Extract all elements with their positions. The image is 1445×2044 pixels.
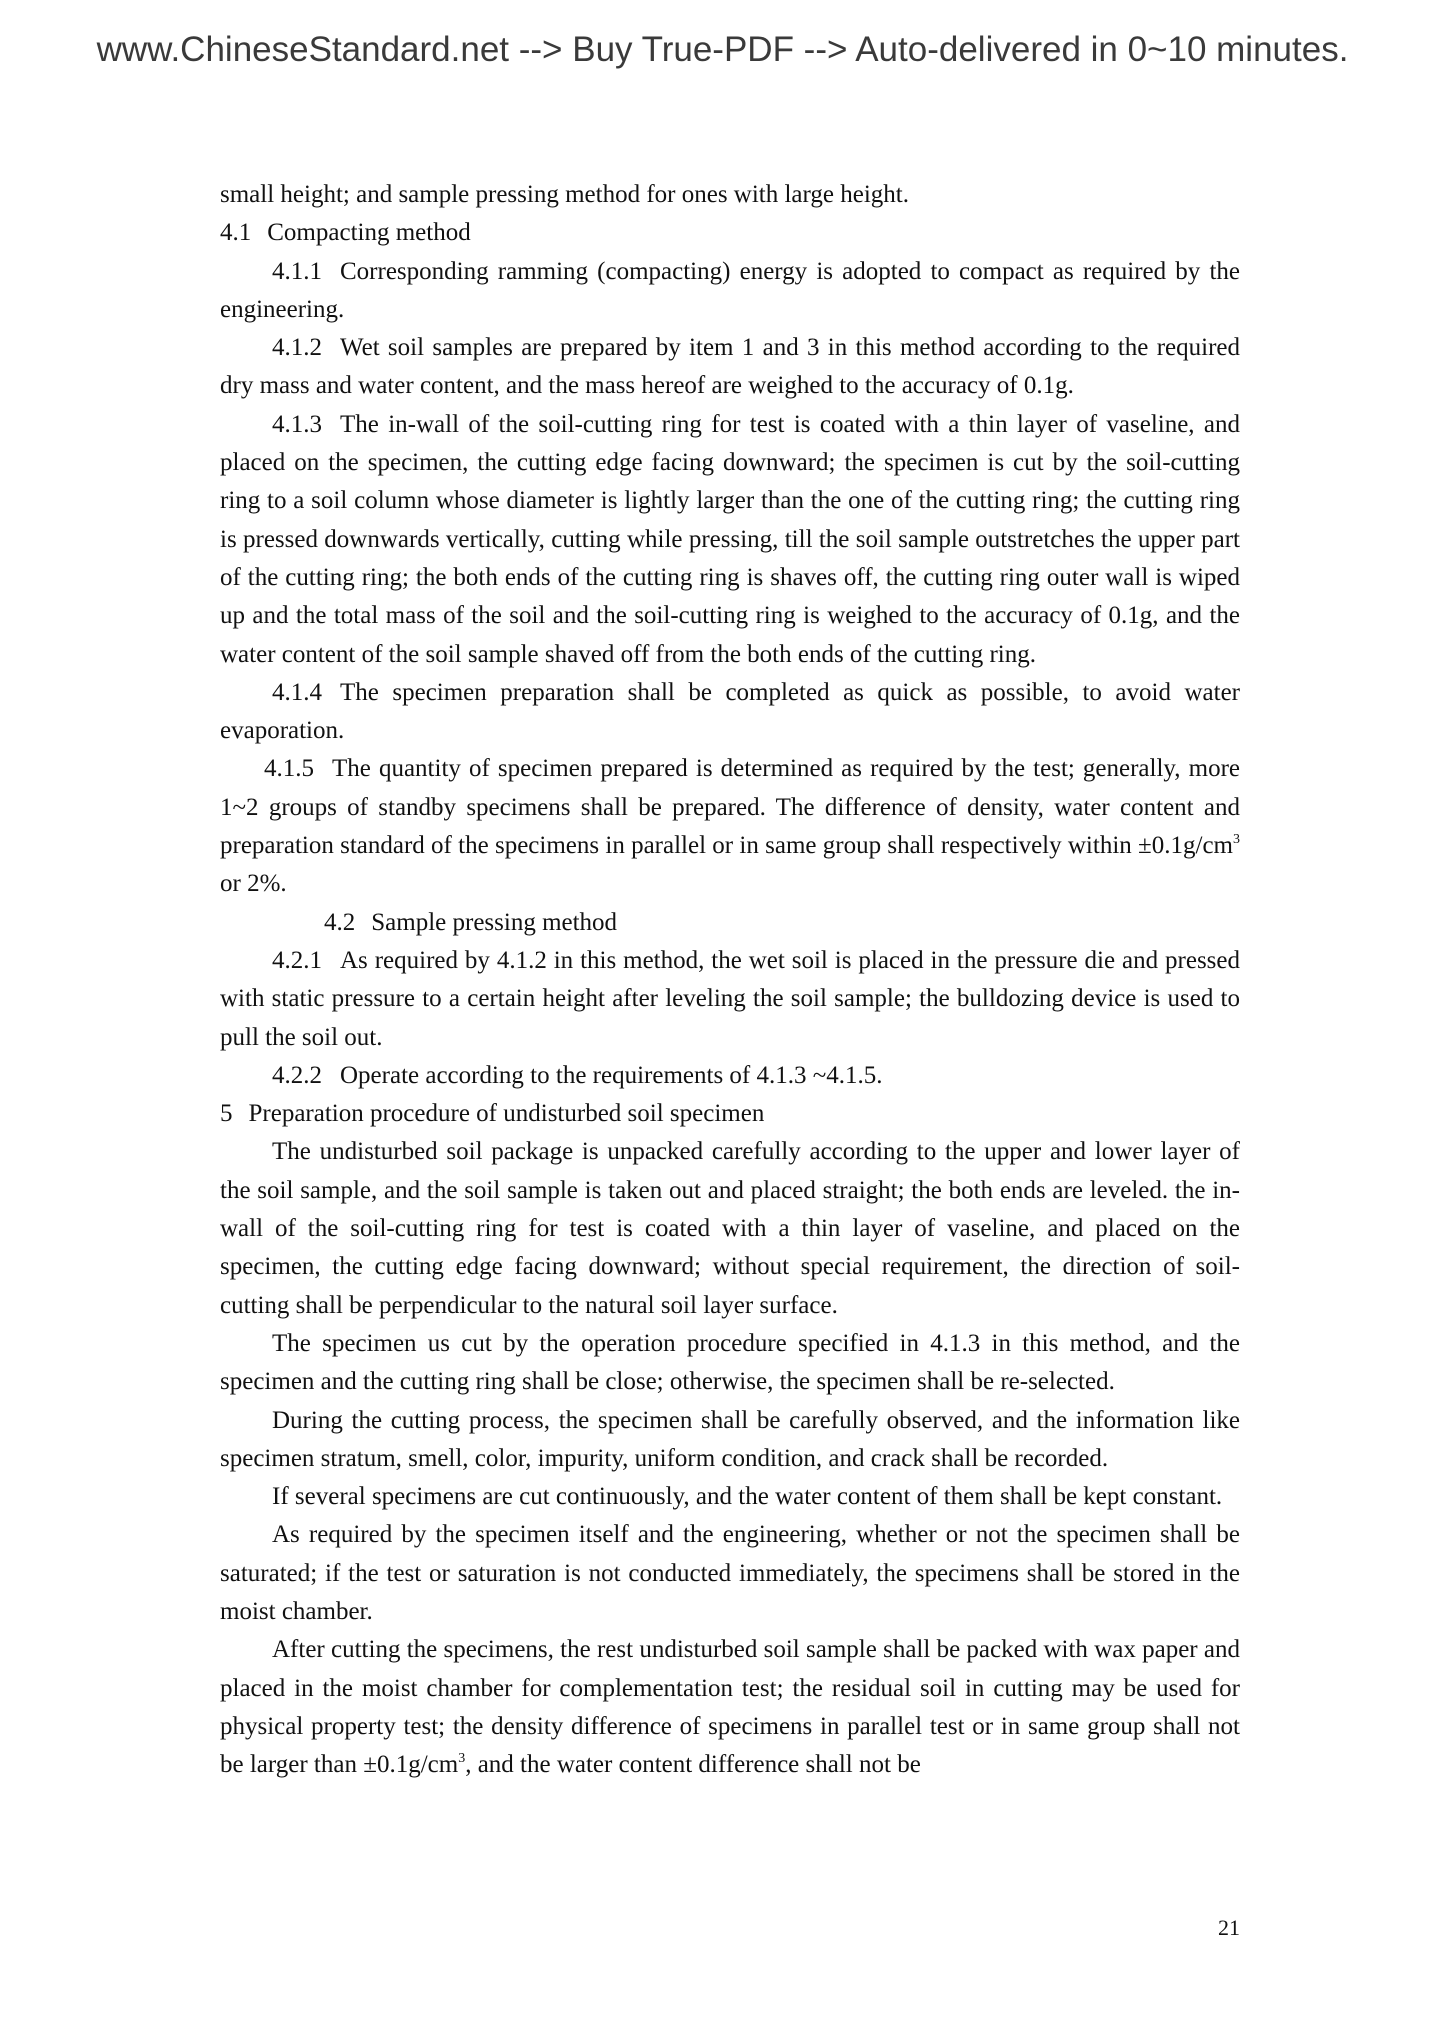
section-title: Sample pressing method [371, 908, 618, 936]
section-5-heading [220, 1095, 1240, 1133]
section-title: Compacting method [267, 219, 471, 247]
clause-number: 4.1.1 [272, 257, 322, 285]
clause-4-1-5 [220, 750, 1240, 903]
clause-4-1-4 [220, 674, 1240, 751]
superscript: 3 [1233, 832, 1240, 848]
clause-text: Operate according to the requirements of 4.1.3 ~4.1.5. [340, 1061, 883, 1089]
clause-text: Corresponding ramming (compacting) energy is adopted to compact as required by the engineering. [220, 257, 1240, 323]
intro-paragraph: small height; and sample pressing method for ones with large height. [220, 181, 909, 208]
clause-4-1-3 [220, 406, 1240, 674]
clause-text: The specimen preparation shall be completed as quick as possible, to avoid water evaporation. [220, 678, 1240, 745]
clause-text: As required by 4.1.2 in this method, the wet soil is placed in the pressure die and pressed with static pressure to a certain height after leveling the soil sample; the bulldozing device is used to pull the soil out. [220, 946, 1240, 1051]
clause-text-tail: or 2%. [220, 870, 287, 898]
section-title: Preparation procedure of undisturbed soil specimen [248, 1100, 765, 1128]
section-number: 4.2 [324, 908, 356, 936]
clause-text: The quantity of specimen prepared is determined as required by the test; generally, more 1~2 groups of standby specimens shall be prepared. The difference of density, water content and preparation standard of the specimens in parallel or in same group shall respectively within ±0.1g/cm [220, 755, 1240, 860]
document-body [220, 176, 1240, 1784]
section-4-2-heading [220, 904, 1240, 942]
section-4-1-heading [220, 214, 1240, 252]
section-number: 4.1 [220, 219, 252, 247]
body-paragraph: During the cutting process, the specimen shall be carefully observed, and the information like specimen stratum, smell, color, impurity, uniform condition, and crack shall be recorded. [220, 1406, 1240, 1472]
clause-4-1-1 [220, 253, 1240, 330]
superscript: 3 [458, 1751, 466, 1767]
body-paragraph: The specimen us cut by the operation procedure specified in 4.1.3 in this method, and the specimen and the cutting ring shall be close; otherwise, the specimen shall be re-selected. [220, 1329, 1240, 1396]
page-number: 21 [1218, 1915, 1240, 1940]
clause-number: 4.2.1 [272, 946, 322, 974]
clause-4-2-1 [220, 942, 1240, 1057]
clause-number: 4.1.3 [272, 410, 322, 438]
clause-number: 4.1.5 [264, 755, 314, 783]
clause-number: 4.1.4 [272, 678, 322, 706]
paragraph-text: After cutting the specimens, the rest undisturbed soil sample shall be packed with wax paper and placed in the moist chamber for complementation test; the residual soil in cutting may be used for physical property test; the density difference of specimens in parallel test or in same group shall not be larger than ±0.1g/cm [220, 1636, 1240, 1779]
body-paragraph: As required by the specimen itself and the engineering, whether or not the specimen shall be saturated; if the test or saturation is not conducted immediately, the specimens shall be stored in the moist chamber. [220, 1521, 1240, 1625]
clause-text: Wet soil samples are prepared by item 1 and 3 in this method according to the required dry mass and water content, and the mass hereof are weighed to the accuracy of 0.1g. [220, 334, 1240, 400]
section-number: 5 [220, 1100, 233, 1128]
body-paragraph: The undisturbed soil package is unpacked carefully according to the upper and lower layer of the soil sample, and the soil sample is taken out and placed straight; the both ends are leveled. the in-wall of the soil-cutting ring for test is coated with a thin layer of vaseline, and placed on the specimen, the cutting edge facing downward; without special requirement, the direction of soil-cutting shall be perpendicular to the natural soil layer surface. [220, 1138, 1240, 1319]
source-banner: www.ChineseStandard.net --> Buy True-PDF --> Auto-delivered in 0~10 minutes. [96, 30, 1349, 69]
body-paragraph-last [220, 1631, 1240, 1784]
clause-4-1-2 [220, 329, 1240, 406]
clause-number: 4.1.2 [272, 334, 322, 362]
clause-text: The in-wall of the soil-cutting ring for test is coated with a thin layer of vaseline, and placed on the specimen, the cutting edge facing downward; the specimen is cut by the soil-cutting ring to a soil column whose diameter is lightly larger than the one of the cutting ring; the cutting ring is pressed downwards vertically, cutting while pressing, till the soil sample outstretches the upper part of the cutting ring; the both ends of the cutting ring is shaves off, the cutting ring outer wall is wiped up and the total mass of the soil and the soil-cutting ring is weighed to the accuracy of 0.1g, and the water content of the soil sample shaved off from the both ends of the cutting ring. [220, 410, 1240, 668]
clause-4-2-2 [220, 1057, 1240, 1095]
body-paragraph: If several specimens are cut continuously, and the water content of them shall be kept constant. [272, 1483, 1223, 1511]
paragraph-text-tail: , and the water content difference shall not be [465, 1751, 921, 1779]
clause-number: 4.2.2 [272, 1061, 322, 1089]
